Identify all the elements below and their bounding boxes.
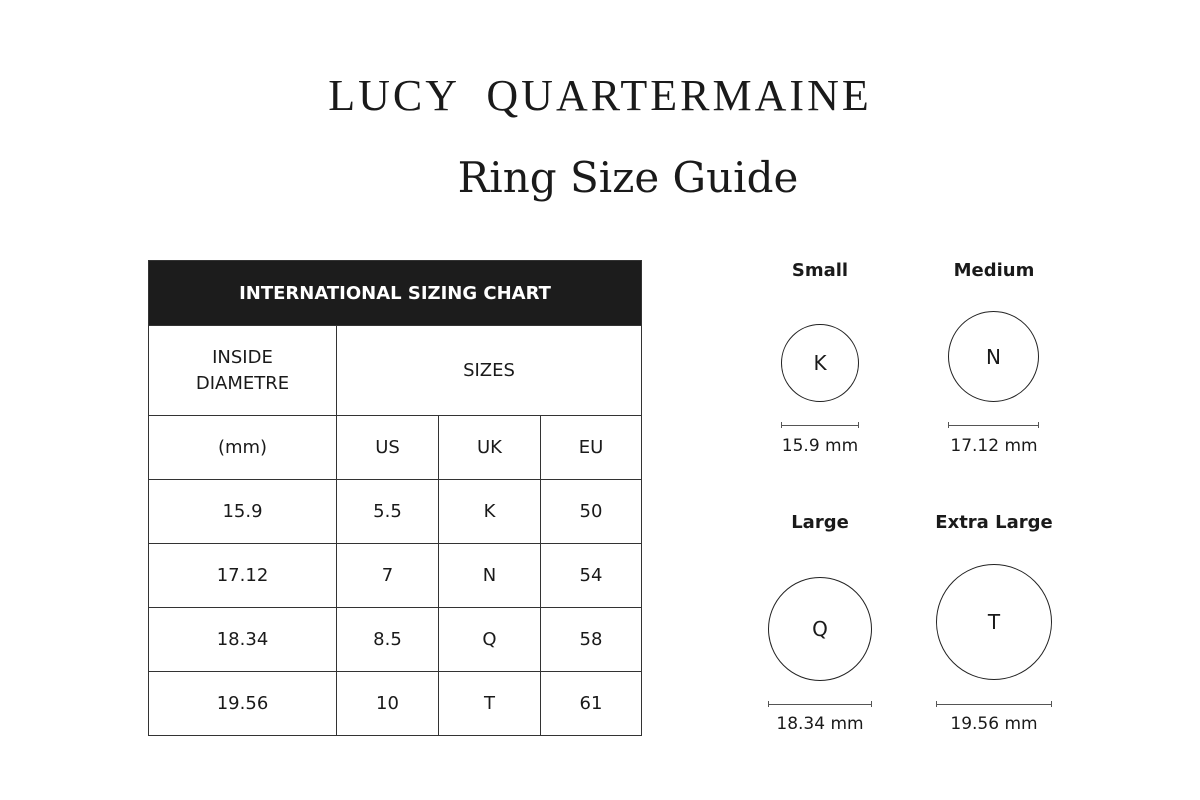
ring-circle-small: K [781,324,859,402]
ring-rule-medium [948,425,1039,426]
cell-us: 10 [337,672,439,736]
sizes-header: SIZES [337,326,642,416]
cell-us: 8.5 [337,608,439,672]
ring-rule-large [768,704,872,705]
brand-logo: LUCY QUARTERMAINE [328,71,872,120]
page-title: Ring Size Guide [457,153,799,202]
table-row [149,480,642,544]
diameter-header-line2: DIAMETRE [195,372,290,394]
cell-eu: 61 [541,672,642,736]
column-header-mm: (mm) [149,416,337,480]
ring-rule-extra-large [936,704,1052,705]
column-header-row [149,416,642,480]
table-row [149,608,642,672]
cell-us: 7 [337,544,439,608]
table-header-row [149,261,642,326]
cell-uk: T [439,672,541,736]
ring-rule-small [781,425,859,426]
cell-mm: 15.9 [149,480,337,544]
ring-diameter-medium: 17.12 mm [950,436,1038,456]
column-header-us: US [337,416,439,480]
diameter-header [149,326,337,416]
sizing-chart-title: INTERNATIONAL SIZING CHART [149,261,642,326]
cell-uk: Q [439,608,541,672]
column-header-eu: EU [541,416,642,480]
ring-label-large: Large [791,512,849,533]
cell-mm: 18.34 [149,608,337,672]
ring-label-small: Small [791,260,849,281]
ring-diameter-extra-large: 19.56 mm [950,714,1038,734]
table-subheader-row [149,326,642,416]
cell-uk: N [439,544,541,608]
ring-circle-large: Q [768,577,872,681]
table-row [149,672,642,736]
ring-label-extra-large: Extra Large [935,512,1053,533]
cell-eu: 58 [541,608,642,672]
cell-eu: 50 [541,480,642,544]
table-row [149,544,642,608]
ring-circle-extra-large: T [936,564,1052,680]
cell-mm: 19.56 [149,672,337,736]
ring-label-medium: Medium [953,260,1035,281]
cell-eu: 54 [541,544,642,608]
cell-us: 5.5 [337,480,439,544]
ring-diameter-large: 18.34 mm [776,714,864,734]
sizing-chart-table [148,260,642,736]
cell-mm: 17.12 [149,544,337,608]
ring-circle-medium: N [948,311,1039,402]
column-header-uk: UK [439,416,541,480]
diameter-header-line1: INSIDE [212,346,273,368]
ring-diameter-small: 15.9 mm [781,436,859,456]
cell-uk: K [439,480,541,544]
